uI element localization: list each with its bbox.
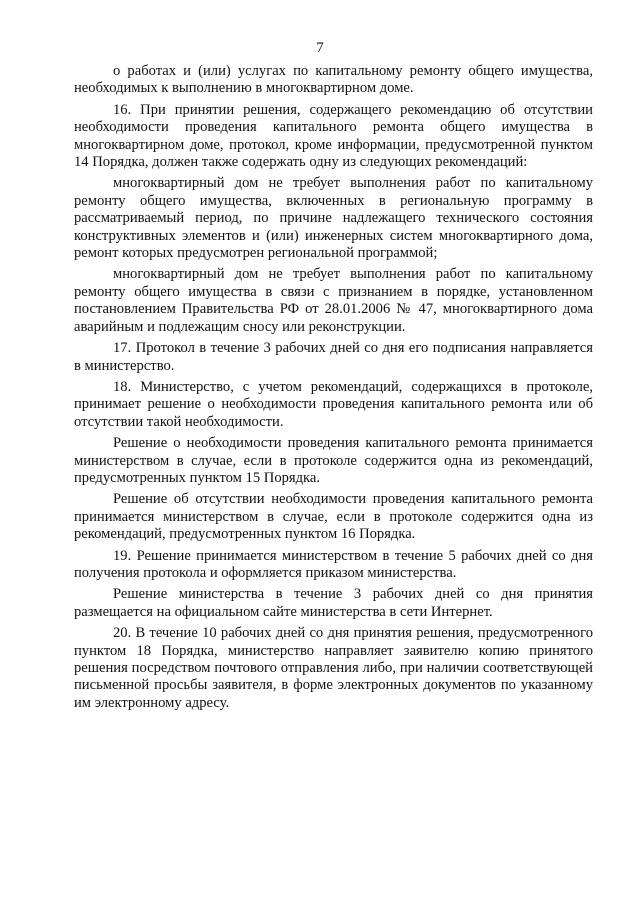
paragraph-16-option-1: многоквартирный дом не требует выполнения работ по капитальному ремонту общего имущества, включенных в региональную программу в рассматриваемый период, по причине надлежащего технического состояния конструктивных элементов и (или) инженерных систем многоквартирного дома, ремонт которых предусмотрен региональной программой; (74, 175, 593, 262)
paragraph-19: 19. Решение принимается министерством в течение 5 рабочих дней со дня получения протокола и оформляется приказом министерства. (74, 547, 593, 581)
paragraph-19-publication: Решение министерства в течение 3 рабочих дней со дня принятия размещается на официальном сайте министерства в сети Интернет. (74, 586, 593, 620)
paragraph-continuation: о работах и (или) услугах по капитальному ремонту общего имущества, необходимых к выполнению в многоквартирном доме. (74, 63, 593, 97)
page-number: 7 (316, 40, 324, 56)
paragraph-17: 17. Протокол в течение 3 рабочих дней со дня его подписания направляется в министерство. (74, 340, 593, 374)
paragraph-16: 16. При принятии решения, содержащего рекомендацию об отсутствии необходимости проведения капитального ремонта общего имущества в многоквартирном доме, протокол, кроме информации, предусмотренной пунктом 14 Порядка, должен также содержать одну из следующих рекомендаций: (74, 101, 593, 171)
paragraph-18-decision-necessity: Решение о необходимости проведения капитального ремонта принимается министерством в случае, если в протоколе содержится одна из рекомендаций, предусмотренных пунктом 15 Порядка. (74, 435, 593, 486)
paragraph-18: 18. Министерство, с учетом рекомендаций, содержащихся в протоколе, принимает решение о необходимости проведения капитального ремонта или об отсутствии такой необходимости. (74, 378, 593, 430)
paragraph-18-decision-absence: Решение об отсутствии необходимости проведения капитального ремонта принимается министерством в случае, если в протоколе содержится одна из рекомендаций, предусмотренных пунктом 16 Порядка. (74, 491, 593, 543)
document-body (74, 63, 593, 712)
paragraph-16-option-2: многоквартирный дом не требует выполнения работ по капитальному ремонту общего имущества в связи с признанием в порядке, установленном постановлением Правительства РФ от 28.01.2006 № 47, многоквартирного дома аварийным и подлежащим сносу или реконструкции. (74, 266, 593, 335)
paragraph-20: 20. В течение 10 рабочих дней со дня принятия решения, предусмотренного пунктом 18 Порядка, министерство направляет заявителю копию принятого решения посредством почтового отправления либо, при наличии соответствующей письменной просьбы заявителя, в форме электронных документов по указанному им электронному адресу. (74, 625, 593, 711)
